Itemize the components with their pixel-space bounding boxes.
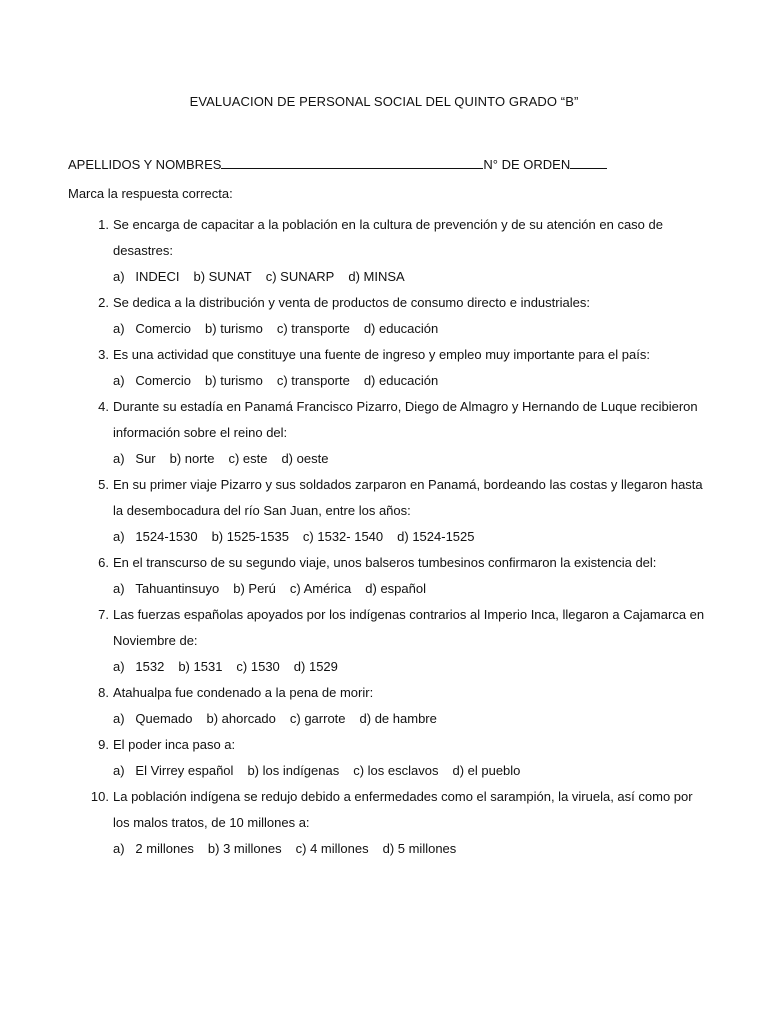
question-number: 9. [98, 737, 109, 752]
question-number: 1. [98, 217, 109, 232]
question-text: En el transcurso de su segundo viaje, unos balseros tumbesinos confirmaron la existencia del: [113, 555, 657, 570]
question-text: En su primer viaje Pizarro y sus soldados zarparon en Panamá, bordeando las costas y llegaron hasta la desembocadura del río San Juan, entre los años: [113, 477, 703, 518]
answer-options [113, 264, 768, 290]
question-stem [98, 290, 708, 316]
answer-option[interactable]: b) 3 millones [207, 841, 282, 856]
answer-option[interactable]: a) El Virrey español [113, 763, 234, 778]
answer-option[interactable]: d) 1529 [293, 659, 338, 674]
answer-option[interactable]: c) SUNARP [265, 269, 335, 284]
answer-option[interactable]: b) 1531 [178, 659, 223, 674]
answer-option[interactable]: d) oeste [281, 451, 329, 466]
question-number: 8. [98, 685, 109, 700]
instructions: Marca la respuesta correcta: [68, 186, 233, 201]
question-list [0, 212, 768, 862]
question-text: Las fuerzas españolas apoyados por los indígenas contrarios al Imperio Inca, llegaron a Cajamarca en Noviembre de: [113, 607, 705, 648]
answer-options [113, 368, 768, 394]
answer-option[interactable]: a) Comercio [113, 373, 192, 388]
answer-option[interactable]: d) MINSA [348, 269, 405, 284]
answer-option[interactable]: b) SUNAT [193, 269, 252, 284]
question-stem [98, 212, 708, 264]
question-number: 7. [98, 607, 109, 622]
answer-option[interactable]: c) este [228, 451, 268, 466]
question-stem [98, 732, 708, 758]
order-blank-field[interactable] [570, 156, 607, 169]
answer-option[interactable]: d) español [365, 581, 426, 596]
student-info-line [68, 156, 708, 172]
question-stem [90, 784, 708, 836]
answer-option[interactable]: b) Perú [233, 581, 276, 596]
answer-option[interactable]: a) Quemado [113, 711, 193, 726]
question-stem [98, 550, 708, 576]
question-text: Atahualpa fue condenado a la pena de morir: [113, 685, 374, 700]
question-stem [98, 472, 708, 524]
answer-option[interactable]: d) educación [363, 373, 439, 388]
answer-option[interactable]: b) los indígenas [247, 763, 340, 778]
answer-option[interactable]: b) ahorcado [206, 711, 276, 726]
answer-option[interactable]: c) 4 millones [295, 841, 369, 856]
answer-option[interactable]: d) educación [363, 321, 439, 336]
answer-option[interactable]: a) 1532 [113, 659, 165, 674]
question-number: 10. [90, 789, 109, 804]
order-label: N° DE ORDEN [483, 157, 571, 172]
question-stem [98, 680, 708, 706]
name-blank-field[interactable] [221, 156, 483, 169]
question-text: Durante su estadía en Panamá Francisco Pizarro, Diego de Almagro y Hernando de Luque recibieron información sobre el reino del: [113, 399, 698, 440]
answer-option[interactable]: b) turismo [205, 321, 263, 336]
answer-option[interactable]: a) Tahuantinsuyo [113, 581, 220, 596]
question-stem [98, 394, 708, 446]
answer-option[interactable]: c) 1532- 1540 [302, 529, 384, 544]
answer-options [113, 706, 768, 732]
answer-option[interactable]: b) norte [169, 451, 215, 466]
question-text: Se encarga de capacitar a la población en la cultura de prevención y de su atención en caso de desastres: [113, 217, 663, 258]
answer-option[interactable]: c) transporte [276, 373, 350, 388]
question-stem [98, 602, 708, 654]
answer-option[interactable]: c) transporte [276, 321, 350, 336]
answer-option[interactable]: a) 2 millones [113, 841, 194, 856]
question-number: 2. [98, 295, 109, 310]
answer-option[interactable]: b) 1525-1535 [211, 529, 289, 544]
answer-options [113, 836, 768, 862]
question-number: 5. [98, 477, 109, 492]
answer-option[interactable]: c) 1530 [236, 659, 280, 674]
question-text: Es una actividad que constituye una fuente de ingreso y empleo muy importante para el país: [113, 347, 650, 362]
question-text: Se dedica a la distribución y venta de productos de consumo directo e industriales: [113, 295, 590, 310]
answer-option[interactable]: d) 5 millones [382, 841, 457, 856]
answer-options [113, 576, 768, 602]
answer-option[interactable]: a) 1524-1530 [113, 529, 198, 544]
page-title: EVALUACION DE PERSONAL SOCIAL DEL QUINTO GRADO “B” [189, 94, 579, 109]
question-text: La población indígena se redujo debido a enfermedades como el sarampión, la viruela, así como por los malos tratos, de 10 millones a: [113, 789, 693, 830]
answer-option[interactable]: d) de hambre [359, 711, 437, 726]
answer-option[interactable]: b) turismo [205, 373, 263, 388]
name-label: APELLIDOS Y NOMBRES [68, 157, 222, 172]
answer-option[interactable]: d) el pueblo [452, 763, 521, 778]
answer-option[interactable]: a) INDECI [113, 269, 180, 284]
question-stem [98, 342, 708, 368]
question-text: El poder inca paso a: [113, 737, 236, 752]
answer-options [113, 758, 768, 784]
question-number: 4. [98, 399, 109, 414]
answer-option[interactable]: a) Comercio [113, 321, 192, 336]
answer-options [113, 654, 768, 680]
answer-option[interactable]: c) América [289, 581, 352, 596]
answer-options [113, 316, 768, 342]
question-number: 3. [98, 347, 109, 362]
answer-option[interactable]: d) 1524-1525 [397, 529, 475, 544]
answer-options [113, 446, 768, 472]
answer-option[interactable]: a) Sur [113, 451, 156, 466]
answer-options [113, 524, 768, 550]
question-number: 6. [98, 555, 109, 570]
answer-option[interactable]: c) garrote [289, 711, 346, 726]
answer-option[interactable]: c) los esclavos [353, 763, 439, 778]
